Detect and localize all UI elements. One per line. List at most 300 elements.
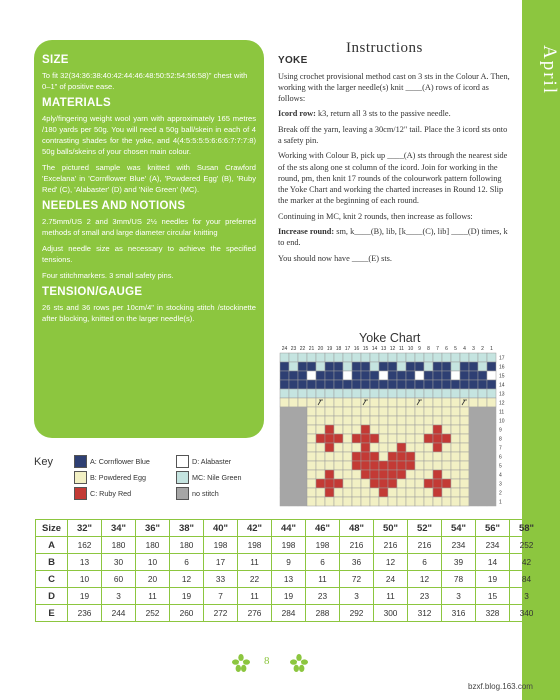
chart-col-number: 6 bbox=[445, 346, 448, 352]
chart-cell bbox=[280, 452, 289, 461]
chart-cell bbox=[478, 461, 487, 470]
chart-row-number: 15 bbox=[499, 373, 505, 380]
chart-cell bbox=[424, 353, 433, 362]
materials-text: 4ply/fingering weight wool yarn with approximately 165 metres /180 yards per 50g. You will need a 50g ball/skein in each of 4 contrasting shades for the yoke, and 4(4:5:5:5:5:6:6:6:7:7:7:8) 50g balls/skeins of your chosen main colour. bbox=[42, 114, 256, 156]
table-cell: 6 bbox=[408, 554, 442, 571]
chart-cell bbox=[451, 470, 460, 479]
chart-cell bbox=[334, 353, 343, 362]
chart-cell bbox=[451, 362, 460, 371]
chart-cell bbox=[406, 434, 415, 443]
table-cell: 236 bbox=[68, 605, 102, 622]
chart-cell bbox=[343, 479, 352, 488]
chart-cell bbox=[298, 434, 307, 443]
chart-col-number: 15 bbox=[362, 346, 369, 352]
chart-cell bbox=[334, 443, 343, 452]
chart-cell bbox=[469, 353, 478, 362]
chart-cell bbox=[379, 371, 388, 380]
size-table bbox=[35, 519, 544, 622]
chart-cell bbox=[442, 416, 451, 425]
chart-cell bbox=[334, 452, 343, 461]
chart-cell bbox=[379, 452, 388, 461]
chart-cell bbox=[460, 362, 469, 371]
chart-cell bbox=[442, 461, 451, 470]
chart-cell bbox=[424, 479, 433, 488]
chart-cell bbox=[415, 371, 424, 380]
chart-cell bbox=[280, 497, 289, 506]
chart-cell bbox=[469, 371, 478, 380]
chart-cell bbox=[424, 434, 433, 443]
chart-cell bbox=[343, 443, 352, 452]
chart-cell bbox=[298, 416, 307, 425]
table-cell: 312 bbox=[408, 605, 442, 622]
chart-cell bbox=[316, 407, 325, 416]
chart-cell bbox=[460, 425, 469, 434]
chart-cell bbox=[352, 443, 361, 452]
key-label-none: no stitch bbox=[192, 489, 219, 498]
chart-cell bbox=[478, 452, 487, 461]
chart-cell bbox=[316, 497, 325, 506]
chart-cell bbox=[424, 497, 433, 506]
chart-cell bbox=[352, 425, 361, 434]
chart-cell bbox=[334, 380, 343, 389]
chart-cell bbox=[478, 398, 487, 407]
yoke-step-break-yarn: Break off the yarn, leaving a 30cm/12" tail. Place the 3 icord sts onto a safety pin. bbox=[278, 124, 508, 145]
chart-cell bbox=[478, 416, 487, 425]
key-label: Key bbox=[34, 456, 53, 468]
chart-cell bbox=[298, 488, 307, 497]
chart-cell bbox=[388, 425, 397, 434]
chart-cell bbox=[361, 452, 370, 461]
chart-cell bbox=[469, 380, 478, 389]
needles-adjust-text: Adjust needle size as necessary to achieve the specified tensions. bbox=[42, 244, 256, 264]
chart-cell bbox=[298, 407, 307, 416]
chart-cell bbox=[280, 479, 289, 488]
chart-col-number: 11 bbox=[398, 346, 405, 352]
table-cell: 23 bbox=[306, 588, 340, 605]
chart-cell bbox=[397, 371, 406, 380]
chart-cell bbox=[289, 362, 298, 371]
chart-cell bbox=[424, 443, 433, 452]
chart-row-number: 2 bbox=[499, 490, 502, 497]
size-table-header bbox=[36, 520, 544, 537]
chart-cell bbox=[388, 398, 397, 407]
chart-cell bbox=[424, 470, 433, 479]
size-header-cell: 38" bbox=[170, 520, 204, 537]
chart-cell bbox=[388, 389, 397, 398]
chart-cell bbox=[406, 461, 415, 470]
table-cell: 276 bbox=[238, 605, 272, 622]
chart-cell bbox=[487, 416, 496, 425]
chart-cell bbox=[433, 461, 442, 470]
chart-cell bbox=[325, 380, 334, 389]
table-cell: 78 bbox=[442, 571, 476, 588]
chart-cell bbox=[487, 398, 496, 407]
chart-cell bbox=[352, 488, 361, 497]
key-swatch-d bbox=[176, 455, 189, 468]
chart-col-number: 4 bbox=[463, 346, 466, 352]
table-cell: 180 bbox=[102, 537, 136, 554]
chart-cell bbox=[298, 479, 307, 488]
size-heading: SIZE bbox=[42, 54, 69, 66]
chart-cell bbox=[361, 407, 370, 416]
chart-cell bbox=[361, 479, 370, 488]
chart-cell bbox=[298, 461, 307, 470]
table-cell: 234 bbox=[476, 537, 510, 554]
chart-cell bbox=[487, 371, 496, 380]
chart-cell bbox=[406, 416, 415, 425]
chart-cell bbox=[325, 353, 334, 362]
chart-cell bbox=[451, 461, 460, 470]
chart-cell bbox=[415, 416, 424, 425]
chart-cell bbox=[469, 497, 478, 506]
chart-cell bbox=[370, 398, 379, 407]
chart-cell bbox=[334, 416, 343, 425]
chart-cell bbox=[370, 488, 379, 497]
chart-cell bbox=[487, 443, 496, 452]
chart-cell bbox=[406, 353, 415, 362]
chart-cell bbox=[424, 398, 433, 407]
chart-row-number: 12 bbox=[499, 400, 505, 407]
chart-cell bbox=[388, 470, 397, 479]
chart-cell bbox=[397, 479, 406, 488]
chart-cell bbox=[325, 434, 334, 443]
table-cell: 198 bbox=[238, 537, 272, 554]
chart-cell bbox=[388, 407, 397, 416]
flower-icon bbox=[290, 654, 308, 672]
chart-cell bbox=[316, 353, 325, 362]
table-cell: 234 bbox=[442, 537, 476, 554]
chart-cell bbox=[424, 461, 433, 470]
chart-row-number: 14 bbox=[499, 382, 505, 389]
table-cell: 19 bbox=[68, 588, 102, 605]
chart-cell bbox=[424, 488, 433, 497]
table-cell: 3 bbox=[340, 588, 374, 605]
chart-cell bbox=[289, 470, 298, 479]
page-number: 8 bbox=[264, 655, 270, 667]
chart-cell bbox=[442, 470, 451, 479]
chart-cell bbox=[370, 443, 379, 452]
chart-cell bbox=[307, 371, 316, 380]
chart-cell bbox=[487, 479, 496, 488]
chart-cell bbox=[388, 443, 397, 452]
chart-cell bbox=[343, 389, 352, 398]
table-row bbox=[36, 605, 544, 622]
yoke-heading: YOKE bbox=[278, 55, 308, 66]
chart-cell bbox=[370, 470, 379, 479]
chart-cell bbox=[289, 434, 298, 443]
chart-cell bbox=[433, 452, 442, 461]
chart-cell bbox=[388, 353, 397, 362]
chart-cell bbox=[352, 380, 361, 389]
chart-cell bbox=[487, 362, 496, 371]
chart-cell bbox=[370, 380, 379, 389]
chart-cell bbox=[307, 362, 316, 371]
table-cell: 30 bbox=[102, 554, 136, 571]
chart-col-number: 16 bbox=[353, 346, 360, 352]
chart-cell bbox=[487, 425, 496, 434]
chart-col-number: 12 bbox=[389, 346, 396, 352]
flower-icon bbox=[232, 654, 250, 672]
chart-cell bbox=[280, 362, 289, 371]
table-cell: 11 bbox=[136, 588, 170, 605]
size-header-cell: 52" bbox=[408, 520, 442, 537]
chart-cell bbox=[406, 425, 415, 434]
chart-cell bbox=[316, 398, 325, 407]
chart-cell bbox=[334, 371, 343, 380]
yoke-chart-title: Yoke Chart bbox=[359, 331, 421, 345]
chart-cell bbox=[298, 497, 307, 506]
chart-cell bbox=[361, 488, 370, 497]
chart-cell bbox=[334, 461, 343, 470]
chart-cell bbox=[289, 443, 298, 452]
chart-cell bbox=[280, 371, 289, 380]
chart-cell bbox=[433, 434, 442, 443]
chart-cell bbox=[424, 425, 433, 434]
chart-cell bbox=[415, 353, 424, 362]
chart-cell bbox=[487, 389, 496, 398]
chart-col-number: 14 bbox=[371, 346, 378, 352]
chart-cell bbox=[451, 389, 460, 398]
chart-cell bbox=[325, 407, 334, 416]
chart-col-number: 19 bbox=[326, 346, 333, 352]
chart-cell bbox=[316, 371, 325, 380]
table-cell: 13 bbox=[68, 554, 102, 571]
size-header-cell: 50" bbox=[374, 520, 408, 537]
chart-cell bbox=[433, 470, 442, 479]
chart-cell bbox=[397, 425, 406, 434]
size-column-header: Size bbox=[36, 520, 68, 537]
chart-cell bbox=[307, 389, 316, 398]
chart-cell bbox=[343, 470, 352, 479]
chart-cell bbox=[325, 416, 334, 425]
table-cell: 19 bbox=[272, 588, 306, 605]
table-cell: 252 bbox=[510, 537, 544, 554]
row-label: D bbox=[36, 588, 68, 605]
chart-cell bbox=[415, 497, 424, 506]
table-cell: 216 bbox=[408, 537, 442, 554]
chart-cell bbox=[469, 434, 478, 443]
chart-cell bbox=[343, 407, 352, 416]
chart-cell bbox=[469, 461, 478, 470]
chart-cell bbox=[289, 488, 298, 497]
chart-cell bbox=[307, 497, 316, 506]
table-cell: 60 bbox=[102, 571, 136, 588]
table-cell: 9 bbox=[272, 554, 306, 571]
chart-cell bbox=[316, 389, 325, 398]
chart-cell bbox=[280, 443, 289, 452]
chart-col-number: 2 bbox=[481, 346, 484, 352]
chart-cell bbox=[415, 362, 424, 371]
chart-cell bbox=[379, 479, 388, 488]
chart-cell bbox=[487, 470, 496, 479]
table-cell: 3 bbox=[510, 588, 544, 605]
chart-cell bbox=[361, 416, 370, 425]
chart-cell bbox=[469, 398, 478, 407]
chart-col-number: 18 bbox=[335, 346, 342, 352]
chart-cell bbox=[397, 389, 406, 398]
table-cell: 42 bbox=[510, 554, 544, 571]
chart-cell bbox=[325, 452, 334, 461]
chart-cell bbox=[433, 416, 442, 425]
chart-cell bbox=[460, 398, 469, 407]
chart-row-number: 1 bbox=[499, 499, 502, 506]
chart-cell bbox=[361, 470, 370, 479]
chart-cell bbox=[433, 425, 442, 434]
chart-cell bbox=[334, 425, 343, 434]
chart-cell bbox=[451, 416, 460, 425]
table-cell: 84 bbox=[510, 571, 544, 588]
chart-cell bbox=[397, 452, 406, 461]
chart-cell bbox=[451, 380, 460, 389]
chart-cell bbox=[415, 407, 424, 416]
notions-text: Four stitchmarkers. 3 small safety pins. bbox=[42, 271, 174, 280]
chart-cell bbox=[388, 371, 397, 380]
chart-cell bbox=[289, 371, 298, 380]
chart-cell bbox=[478, 497, 487, 506]
chart-cell bbox=[370, 416, 379, 425]
chart-cell bbox=[307, 398, 316, 407]
chart-cell bbox=[406, 371, 415, 380]
chart-cell bbox=[478, 353, 487, 362]
chart-cell bbox=[289, 479, 298, 488]
month-label: April bbox=[539, 44, 560, 96]
chart-cell bbox=[415, 398, 424, 407]
chart-cell bbox=[469, 362, 478, 371]
chart-cell bbox=[379, 407, 388, 416]
table-cell: 340 bbox=[510, 605, 544, 622]
chart-cell bbox=[460, 371, 469, 380]
chart-cell bbox=[379, 416, 388, 425]
tension-heading: TENSION/GAUGE bbox=[42, 286, 143, 298]
chart-cell bbox=[478, 371, 487, 380]
chart-cell bbox=[334, 362, 343, 371]
chart-cell bbox=[424, 371, 433, 380]
table-cell: 33 bbox=[204, 571, 238, 588]
chart-cell bbox=[325, 479, 334, 488]
table-cell: 7 bbox=[204, 588, 238, 605]
table-cell: 216 bbox=[340, 537, 374, 554]
chart-col-number: 5 bbox=[454, 346, 457, 352]
chart-cell bbox=[424, 389, 433, 398]
size-header-cell: 44" bbox=[272, 520, 306, 537]
table-cell: 260 bbox=[170, 605, 204, 622]
chart-row-number: 17 bbox=[499, 355, 505, 362]
chart-cell bbox=[280, 398, 289, 407]
chart-cell bbox=[460, 461, 469, 470]
chart-cell bbox=[397, 353, 406, 362]
chart-cell bbox=[478, 443, 487, 452]
chart-cell bbox=[415, 389, 424, 398]
table-cell: 15 bbox=[476, 588, 510, 605]
chart-cell bbox=[307, 479, 316, 488]
chart-cell bbox=[352, 461, 361, 470]
chart-cell bbox=[433, 362, 442, 371]
key-swatch-a bbox=[74, 455, 87, 468]
table-cell: 3 bbox=[442, 588, 476, 605]
yoke-step-result: You should now have ____(E) sts. bbox=[278, 253, 392, 263]
chart-cell bbox=[379, 488, 388, 497]
chart-cell bbox=[307, 353, 316, 362]
chart-cell bbox=[325, 497, 334, 506]
table-cell: 12 bbox=[374, 554, 408, 571]
chart-cell bbox=[289, 353, 298, 362]
table-cell: 24 bbox=[374, 571, 408, 588]
chart-cell bbox=[307, 380, 316, 389]
needles-heading: NEEDLES AND NOTIONS bbox=[42, 200, 186, 212]
instructions-title: Instructions bbox=[346, 40, 423, 56]
chart-cell bbox=[352, 479, 361, 488]
chart-cell bbox=[388, 479, 397, 488]
table-cell: 198 bbox=[272, 537, 306, 554]
chart-row-number: 16 bbox=[499, 364, 505, 371]
size-header-cell: 58" bbox=[510, 520, 544, 537]
chart-cell bbox=[361, 371, 370, 380]
chart-cell bbox=[388, 461, 397, 470]
chart-cell bbox=[415, 479, 424, 488]
chart-col-number: 24 bbox=[281, 346, 288, 352]
chart-cell bbox=[469, 470, 478, 479]
chart-cell bbox=[487, 353, 496, 362]
chart-cell bbox=[307, 488, 316, 497]
chart-cell bbox=[487, 488, 496, 497]
size-header-cell: 36" bbox=[136, 520, 170, 537]
chart-cell bbox=[289, 407, 298, 416]
chart-cell bbox=[343, 425, 352, 434]
chart-cell bbox=[388, 380, 397, 389]
chart-cell bbox=[379, 497, 388, 506]
increase-round-label: Increase round: bbox=[278, 226, 335, 236]
chart-cell bbox=[388, 362, 397, 371]
chart-cell bbox=[442, 371, 451, 380]
chart-cell bbox=[487, 434, 496, 443]
chart-cell bbox=[478, 479, 487, 488]
chart-col-number: 22 bbox=[299, 346, 306, 352]
chart-cell bbox=[289, 461, 298, 470]
chart-cell bbox=[451, 488, 460, 497]
chart-cell bbox=[352, 416, 361, 425]
chart-cell bbox=[316, 488, 325, 497]
chart-cell bbox=[280, 389, 289, 398]
chart-cell bbox=[433, 371, 442, 380]
table-cell: 10 bbox=[68, 571, 102, 588]
row-label: E bbox=[36, 605, 68, 622]
chart-cell bbox=[289, 380, 298, 389]
chart-cell bbox=[370, 362, 379, 371]
chart-cell bbox=[379, 398, 388, 407]
yoke-step-continue: Continuing in MC, knit 2 rounds, then increase as follows: bbox=[278, 211, 473, 221]
chart-cell bbox=[406, 380, 415, 389]
chart-cell bbox=[424, 407, 433, 416]
table-cell: 36 bbox=[340, 554, 374, 571]
chart-cell bbox=[379, 425, 388, 434]
chart-cell bbox=[370, 389, 379, 398]
key-label-c: C: Ruby Red bbox=[90, 489, 132, 498]
chart-cell bbox=[379, 470, 388, 479]
row-label: A bbox=[36, 537, 68, 554]
chart-cell bbox=[478, 407, 487, 416]
chart-cell bbox=[289, 497, 298, 506]
key-swatch-c bbox=[74, 487, 87, 500]
chart-row-number: 3 bbox=[499, 481, 502, 488]
chart-cell bbox=[361, 398, 370, 407]
chart-cell bbox=[352, 434, 361, 443]
chart-cell bbox=[397, 461, 406, 470]
chart-cell bbox=[469, 407, 478, 416]
chart-cell bbox=[298, 452, 307, 461]
chart-cell bbox=[406, 470, 415, 479]
key-label-a: A: Cornflower Blue bbox=[90, 457, 150, 466]
key-label-d: D: Alabaster bbox=[192, 457, 232, 466]
